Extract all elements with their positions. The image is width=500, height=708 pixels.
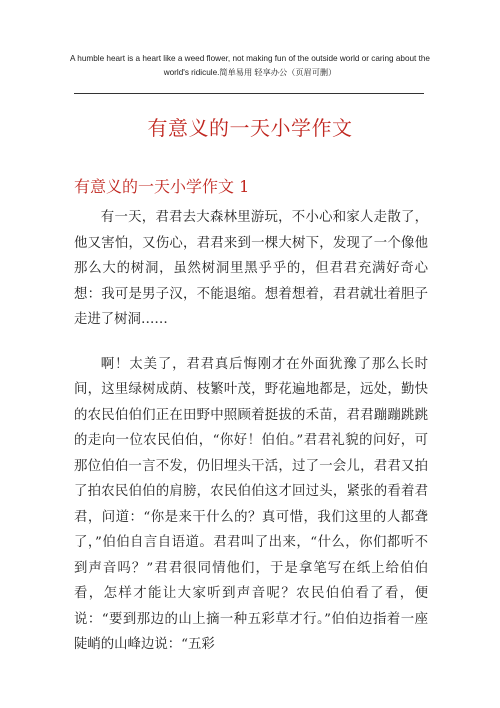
document-title: 有意义的一天小学作文 <box>147 116 353 140</box>
section-title: 有意义的一天小学作文 1 <box>74 177 250 196</box>
header-divider <box>74 93 424 94</box>
page-header-note: A humble heart is a heart like a weed flower, not making fun of the outside world or caring about the world's ridicule.简单易用 轻享办公（页眉可删） <box>69 54 430 77</box>
essay-body <box>74 205 428 658</box>
paragraph: 啊！太美了，君君真后悔刚才在外面犹豫了那么长时间，这里绿树成荫、枝繁叶茂，野花遍地都是，远处，勤快的农民伯伯们正在田野中照顾着挺拔的禾苗，君君蹦蹦跳跳的走向一位农民伯伯，“你好！伯伯。”君君礼貌的问好，可那位伯伯一言不发，仍旧埋头干活，过了一会儿，君君又拍了拍农民伯伯的肩膀，农民伯伯这才回过头，紧张的看着君君，问道：“你是来干什么的？真可惜，我们这里的人都聋了，”伯伯自言自语道。君君叫了出来，“什么，你们都听不到声音吗？”君君很同情他们，于是拿笔写在纸上给伯伯看，怎样才能让大家听到声音呢？农民伯伯看了看，便说：“要到那边的山上摘一种五彩草才行。”伯伯边指着一座陡峭的山峰边说：“五彩 <box>74 356 428 652</box>
paragraph: 有一天，君君去大森林里游玩，不小心和家人走散了，他又害怕，又伤心，君君来到一棵大树下，发现了一个像他那么大的树洞，虽然树洞里黑乎乎的，但君君充满好奇心想：我可是男子汉，不能退缩。想着想着，君君就壮着胆子走进了树洞…… <box>74 210 428 327</box>
